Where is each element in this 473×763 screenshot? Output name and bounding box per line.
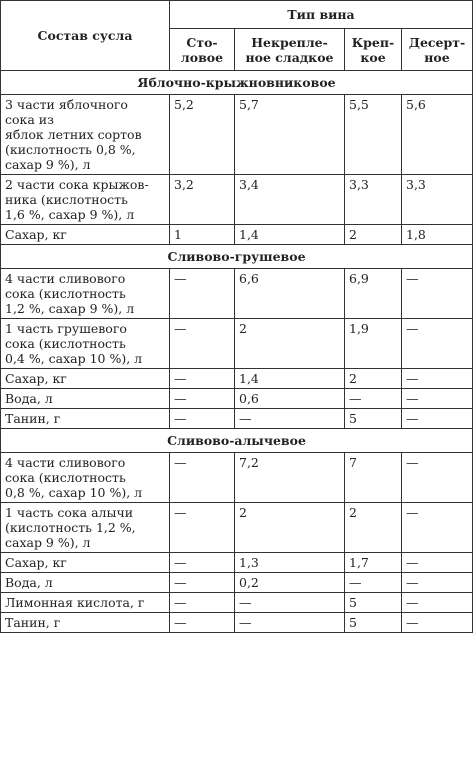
- section-row: [1, 429, 473, 453]
- header-type-dessert: Десерт- ное: [402, 29, 473, 71]
- value-cell: —: [170, 503, 235, 553]
- value-cell: —: [235, 613, 345, 633]
- value-cell: —: [402, 553, 473, 573]
- table-row: [1, 409, 473, 429]
- section-row: [1, 71, 473, 95]
- value-cell: —: [402, 389, 473, 409]
- value-cell: —: [402, 409, 473, 429]
- section-title: Яблочно-крыжновниковое: [1, 71, 473, 95]
- value-cell: 3,3: [345, 175, 402, 225]
- value-cell: —: [402, 369, 473, 389]
- value-cell: 1,7: [345, 553, 402, 573]
- table-row: [1, 613, 473, 633]
- value-cell: 1,4: [235, 225, 345, 245]
- value-cell: 1,9: [345, 319, 402, 369]
- ingredient-label: [1, 319, 170, 369]
- section-row: [1, 245, 473, 269]
- value-cell: —: [402, 613, 473, 633]
- value-cell: —: [170, 269, 235, 319]
- value-cell: —: [235, 409, 345, 429]
- ingredient-label-line: Вода, л: [5, 575, 53, 590]
- header-type-table: Сто- ловое: [170, 29, 235, 71]
- ingredient-label-line: сахар 9 %), л: [5, 157, 91, 172]
- value-cell: 2: [345, 225, 402, 245]
- table-row: [1, 553, 473, 573]
- ingredient-label-line: 4 части сливового: [5, 455, 126, 470]
- value-cell: 5,2: [170, 95, 235, 175]
- header-wine-type: Тип вина: [170, 1, 473, 29]
- value-cell: 7,2: [235, 453, 345, 503]
- ingredient-label-line: сока (кислотность: [5, 336, 126, 351]
- value-cell: 5,5: [345, 95, 402, 175]
- ingredient-label-line: 4 части сливового: [5, 271, 126, 286]
- value-cell: 3,2: [170, 175, 235, 225]
- ingredient-label: [1, 225, 170, 245]
- ingredient-label-line: 1,6 %, сахар 9 %), л: [5, 207, 135, 222]
- ingredient-label-line: Вода, л: [5, 391, 53, 406]
- ingredient-label: [1, 613, 170, 633]
- value-cell: —: [170, 319, 235, 369]
- table-row: [1, 175, 473, 225]
- value-cell: —: [170, 593, 235, 613]
- value-cell: —: [170, 553, 235, 573]
- value-cell: —: [402, 593, 473, 613]
- value-cell: —: [402, 453, 473, 503]
- value-cell: —: [235, 593, 345, 613]
- value-cell: 1,8: [402, 225, 473, 245]
- value-cell: 0,6: [235, 389, 345, 409]
- ingredient-label-line: ника (кислотность: [5, 192, 128, 207]
- ingredient-label: [1, 175, 170, 225]
- value-cell: 6,9: [345, 269, 402, 319]
- value-cell: 1,3: [235, 553, 345, 573]
- table-row: [1, 593, 473, 613]
- ingredient-label-line: яблок летних сортов: [5, 127, 142, 142]
- value-cell: 1,4: [235, 369, 345, 389]
- ingredient-label: [1, 503, 170, 553]
- ingredient-label-line: сока (кислотность: [5, 470, 126, 485]
- table-row: [1, 503, 473, 553]
- ingredient-label-line: сока из: [5, 112, 54, 127]
- value-cell: 3,4: [235, 175, 345, 225]
- value-cell: —: [345, 389, 402, 409]
- ingredient-label-line: Танин, г: [5, 615, 61, 630]
- ingredient-label: [1, 409, 170, 429]
- value-cell: 5: [345, 409, 402, 429]
- ingredient-label-line: 3 части яблочного: [5, 97, 128, 112]
- ingredient-label-line: сахар 9 %), л: [5, 535, 91, 550]
- ingredient-label-line: 1 часть сока алычи: [5, 505, 134, 520]
- value-cell: —: [170, 369, 235, 389]
- ingredient-label: [1, 389, 170, 409]
- value-cell: 6,6: [235, 269, 345, 319]
- header-type-fortified: Креп- кое: [345, 29, 402, 71]
- value-cell: —: [170, 613, 235, 633]
- ingredient-label-line: Сахар, кг: [5, 555, 67, 570]
- ingredient-label: [1, 553, 170, 573]
- value-cell: —: [170, 453, 235, 503]
- ingredient-label-line: 2 части сока крыжов-: [5, 177, 149, 192]
- value-cell: 5: [345, 613, 402, 633]
- table-body: [1, 71, 473, 633]
- ingredient-label: [1, 593, 170, 613]
- value-cell: 5,6: [402, 95, 473, 175]
- value-cell: —: [402, 573, 473, 593]
- value-cell: 5: [345, 593, 402, 613]
- ingredient-label-line: 1 часть грушевого: [5, 321, 127, 336]
- table-row: [1, 225, 473, 245]
- table-row: [1, 389, 473, 409]
- value-cell: 5,7: [235, 95, 345, 175]
- header-composition: Состав сусла: [1, 1, 170, 71]
- value-cell: 2: [235, 503, 345, 553]
- value-cell: 0,2: [235, 573, 345, 593]
- ingredient-label-line: Сахар, кг: [5, 371, 67, 386]
- value-cell: 2: [345, 369, 402, 389]
- table-row: [1, 369, 473, 389]
- value-cell: 1: [170, 225, 235, 245]
- ingredient-label: [1, 269, 170, 319]
- value-cell: —: [170, 573, 235, 593]
- ingredient-label: [1, 95, 170, 175]
- section-title: Сливово-грушевое: [1, 245, 473, 269]
- table-row: [1, 95, 473, 175]
- value-cell: 2: [235, 319, 345, 369]
- value-cell: —: [402, 269, 473, 319]
- value-cell: —: [402, 503, 473, 553]
- ingredient-label: [1, 453, 170, 503]
- value-cell: 7: [345, 453, 402, 503]
- ingredient-label-line: Лимонная кислота, г: [5, 595, 145, 610]
- ingredient-label-line: (кислотность 1,2 %,: [5, 520, 136, 535]
- ingredient-label-line: 0,8 %, сахар 10 %), л: [5, 485, 143, 500]
- table-row: [1, 573, 473, 593]
- ingredient-label-line: 0,4 %, сахар 10 %), л: [5, 351, 143, 366]
- value-cell: —: [402, 319, 473, 369]
- value-cell: —: [170, 389, 235, 409]
- ingredient-label-line: 1,2 %, сахар 9 %), л: [5, 301, 135, 316]
- ingredient-label-line: сока (кислотность: [5, 286, 126, 301]
- table-header: [1, 1, 473, 71]
- table-row: [1, 319, 473, 369]
- section-title: Сливово-алычевое: [1, 429, 473, 453]
- ingredient-label-line: (кислотность 0,8 %,: [5, 142, 136, 157]
- ingredient-label-line: Сахар, кг: [5, 227, 67, 242]
- value-cell: —: [345, 573, 402, 593]
- ingredient-label-line: Танин, г: [5, 411, 61, 426]
- header-type-unfortified-sweet: Некрепле- ное сладкое: [235, 29, 345, 71]
- value-cell: 2: [345, 503, 402, 553]
- value-cell: —: [170, 409, 235, 429]
- ingredient-label: [1, 369, 170, 389]
- table-row: [1, 453, 473, 503]
- table-row: [1, 269, 473, 319]
- ingredient-label: [1, 573, 170, 593]
- value-cell: 3,3: [402, 175, 473, 225]
